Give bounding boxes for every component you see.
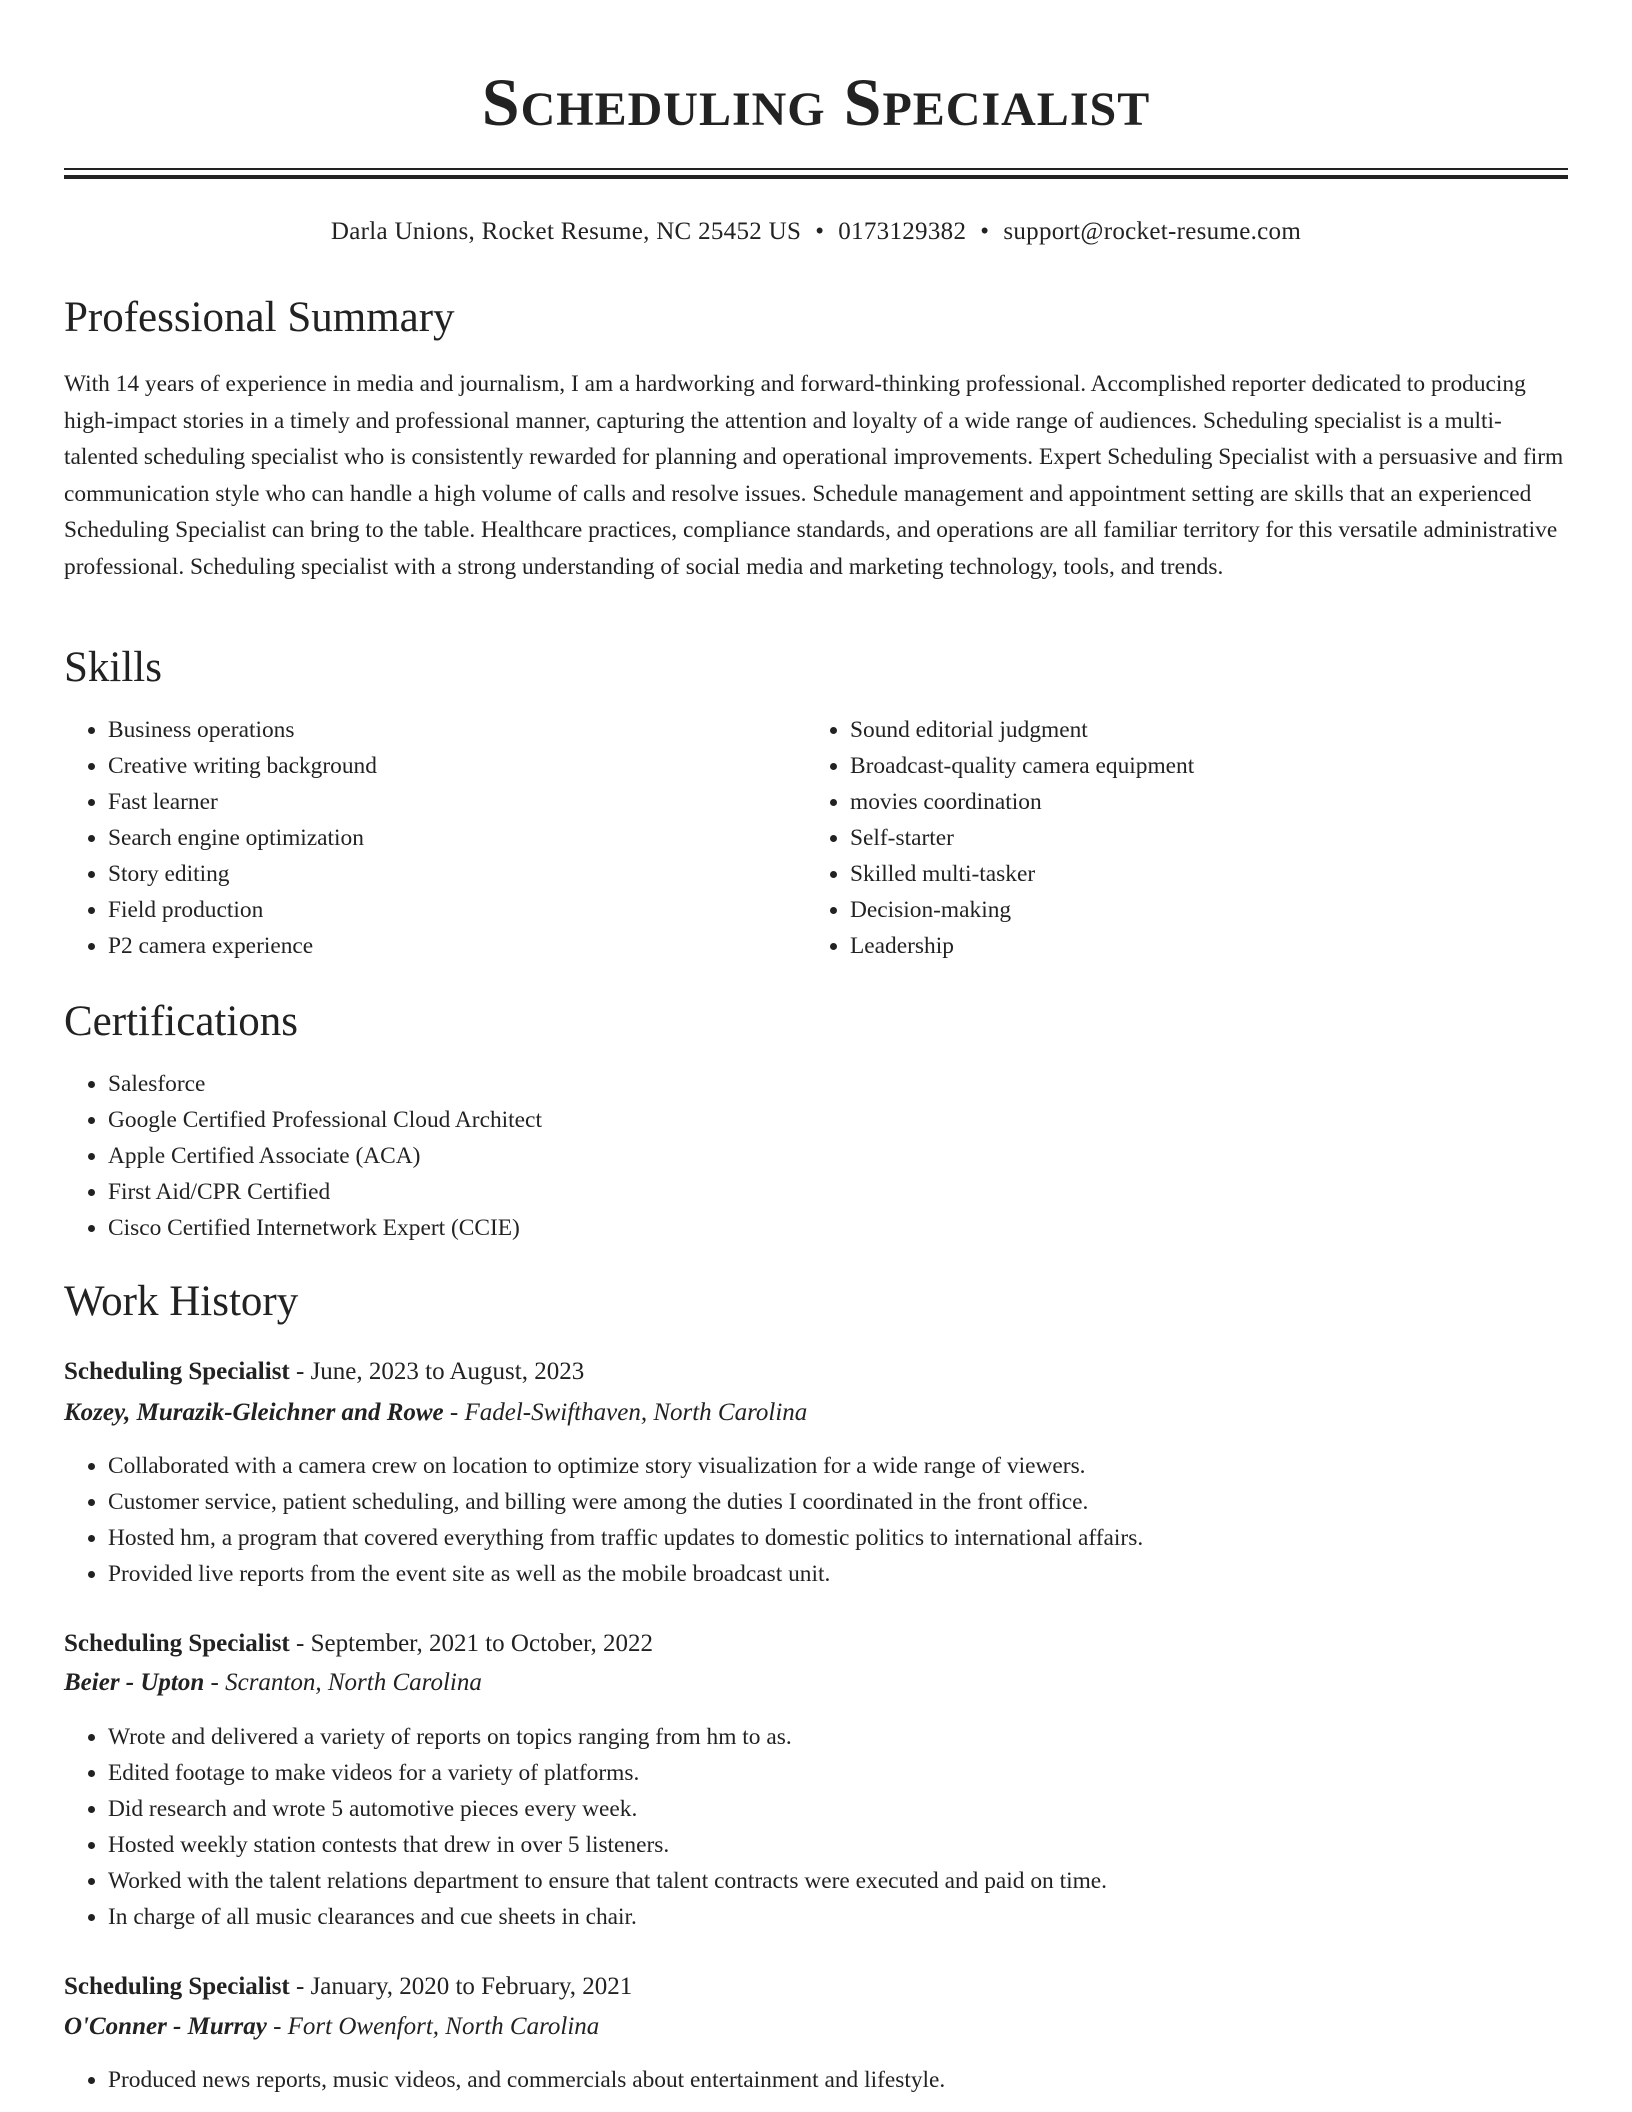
list-item: • In charge of all music clearances and cue sheets in chair.	[108, 1899, 1568, 1935]
job-location: - Scranton, North Carolina	[204, 1669, 482, 1696]
list-item: • Fast learner	[108, 784, 808, 820]
list-item: • Sound editorial judgment	[850, 712, 1550, 748]
list-item: • Wrote and delivered a variety of reports on topics ranging from hm to as.	[108, 1719, 1568, 1755]
list-item: • Decision-making	[850, 892, 1550, 928]
job-title-line	[64, 1969, 632, 2005]
job-bullets	[64, 1719, 1568, 1935]
list-item: • Worked with the talent relations department to ensure that talent contracts were executed and paid on time.	[108, 1863, 1568, 1899]
job-company: Kozey, Murazik-Gleichner and Rowe	[64, 1399, 444, 1426]
job-dates: - September, 2021 to October, 2022	[289, 1630, 653, 1657]
contact-line	[64, 214, 1568, 250]
job-location: - Fadel-Swifthaven, North Carolina	[443, 1399, 808, 1426]
certifications-list	[64, 1066, 1548, 1246]
list-item: • Search engine optimization	[108, 820, 808, 856]
contact-address: Darla Unions, Rocket Resume, NC 25452 US	[330, 218, 802, 245]
job-title: Scheduling Specialist	[64, 1630, 290, 1657]
contact-email[interactable]: support@rocket-resume.com	[1003, 218, 1302, 245]
list-item: • First Aid/CPR Certified	[108, 1174, 1548, 1210]
skills-heading: Skills	[64, 644, 162, 691]
list-item: • Field production	[108, 892, 808, 928]
job-bullets	[64, 2062, 1568, 2098]
job-company: O'Conner - Murray	[64, 2013, 267, 2040]
summary-heading: Professional Summary	[64, 294, 455, 341]
job-title: Scheduling Specialist	[64, 1973, 290, 2000]
list-item: • Broadcast-quality camera equipment	[850, 748, 1550, 784]
list-item: • Provided live reports from the event site as well as the mobile broadcast unit.	[108, 1556, 1568, 1592]
list-item: • Hosted weekly station contests that drew in over 5 listeners.	[108, 1827, 1568, 1863]
title-rule-thin	[64, 168, 1568, 170]
list-item: • Self-starter	[850, 820, 1550, 856]
list-item: • Hosted hm, a program that covered everything from traffic updates to domestic politics to international affairs.	[108, 1520, 1568, 1556]
job-dates: - June, 2023 to August, 2023	[289, 1358, 585, 1385]
certifications-heading: Certifications	[64, 998, 299, 1045]
summary-text: With 14 years of experience in media and journalism, I am a hardworking and forward-thinking professional. Accomplished reporter dedicated to producing high-impact stories in a timely and professional manner, capturing the attention and loyalty of a wide range of audiences. Scheduling specialist is a multi-talented scheduling specialist who is consistently rewarded for planning and operational improvements. Expert Scheduling Specialist with a persuasive and firm communication style who can handle a high volume of calls and resolve issues. Schedule management and appointment setting are skills that an experienced Scheduling Specialist can bring to the table. Healthcare practices, compliance standards, and operations are all familiar territory for this versatile administrative professional. Scheduling specialist with a strong understanding of social media and marketing technology, tools, and trends.	[64, 371, 1564, 580]
list-item: • Salesforce	[108, 1066, 1548, 1102]
list-item: • movies coordination	[850, 784, 1550, 820]
resume-title: Scheduling Specialist	[481, 64, 1151, 140]
job-title-line	[64, 1354, 584, 1390]
list-item: • Skilled multi-tasker	[850, 856, 1550, 892]
skills-list-right	[806, 712, 1550, 964]
skills-list-left	[64, 712, 808, 964]
contact-separator: •	[815, 218, 825, 245]
job-location: - Fort Owenfort, North Carolina	[266, 2013, 600, 2040]
work-history-heading: Work History	[64, 1278, 299, 1325]
list-item: • Edited footage to make videos for a variety of platforms.	[108, 1755, 1568, 1791]
job-title: Scheduling Specialist	[64, 1358, 290, 1385]
list-item: • Customer service, patient scheduling, and billing were among the duties I coordinated in the front office.	[108, 1484, 1568, 1520]
list-item: • Collaborated with a camera crew on location to optimize story visualization for a wide range of viewers.	[108, 1448, 1568, 1484]
job-title-line	[64, 1626, 653, 1662]
job-company-line	[64, 1395, 807, 1431]
title-rule-thick	[64, 175, 1568, 179]
job-bullets	[64, 1448, 1568, 1592]
contact-separator: •	[980, 218, 990, 245]
list-item: • Google Certified Professional Cloud Architect	[108, 1102, 1548, 1138]
list-item: • Cisco Certified Internetwork Expert (CCIE)	[108, 1210, 1548, 1246]
list-item: • Story editing	[108, 856, 808, 892]
job-dates: - January, 2020 to February, 2021	[289, 1973, 633, 2000]
list-item: • Business operations	[108, 712, 808, 748]
job-company: Beier - Upton	[64, 1669, 205, 1696]
list-item: • P2 camera experience	[108, 928, 808, 964]
list-item: • Apple Certified Associate (ACA)	[108, 1138, 1548, 1174]
list-item: • Leadership	[850, 928, 1550, 964]
job-company-line	[64, 2009, 599, 2045]
list-item: • Did research and wrote 5 automotive pieces every week.	[108, 1791, 1568, 1827]
contact-phone: 0173129382	[838, 218, 967, 245]
job-company-line	[64, 1665, 482, 1701]
list-item: • Creative writing background	[108, 748, 808, 784]
list-item: • Produced news reports, music videos, and commercials about entertainment and lifestyle.	[108, 2062, 1568, 2098]
